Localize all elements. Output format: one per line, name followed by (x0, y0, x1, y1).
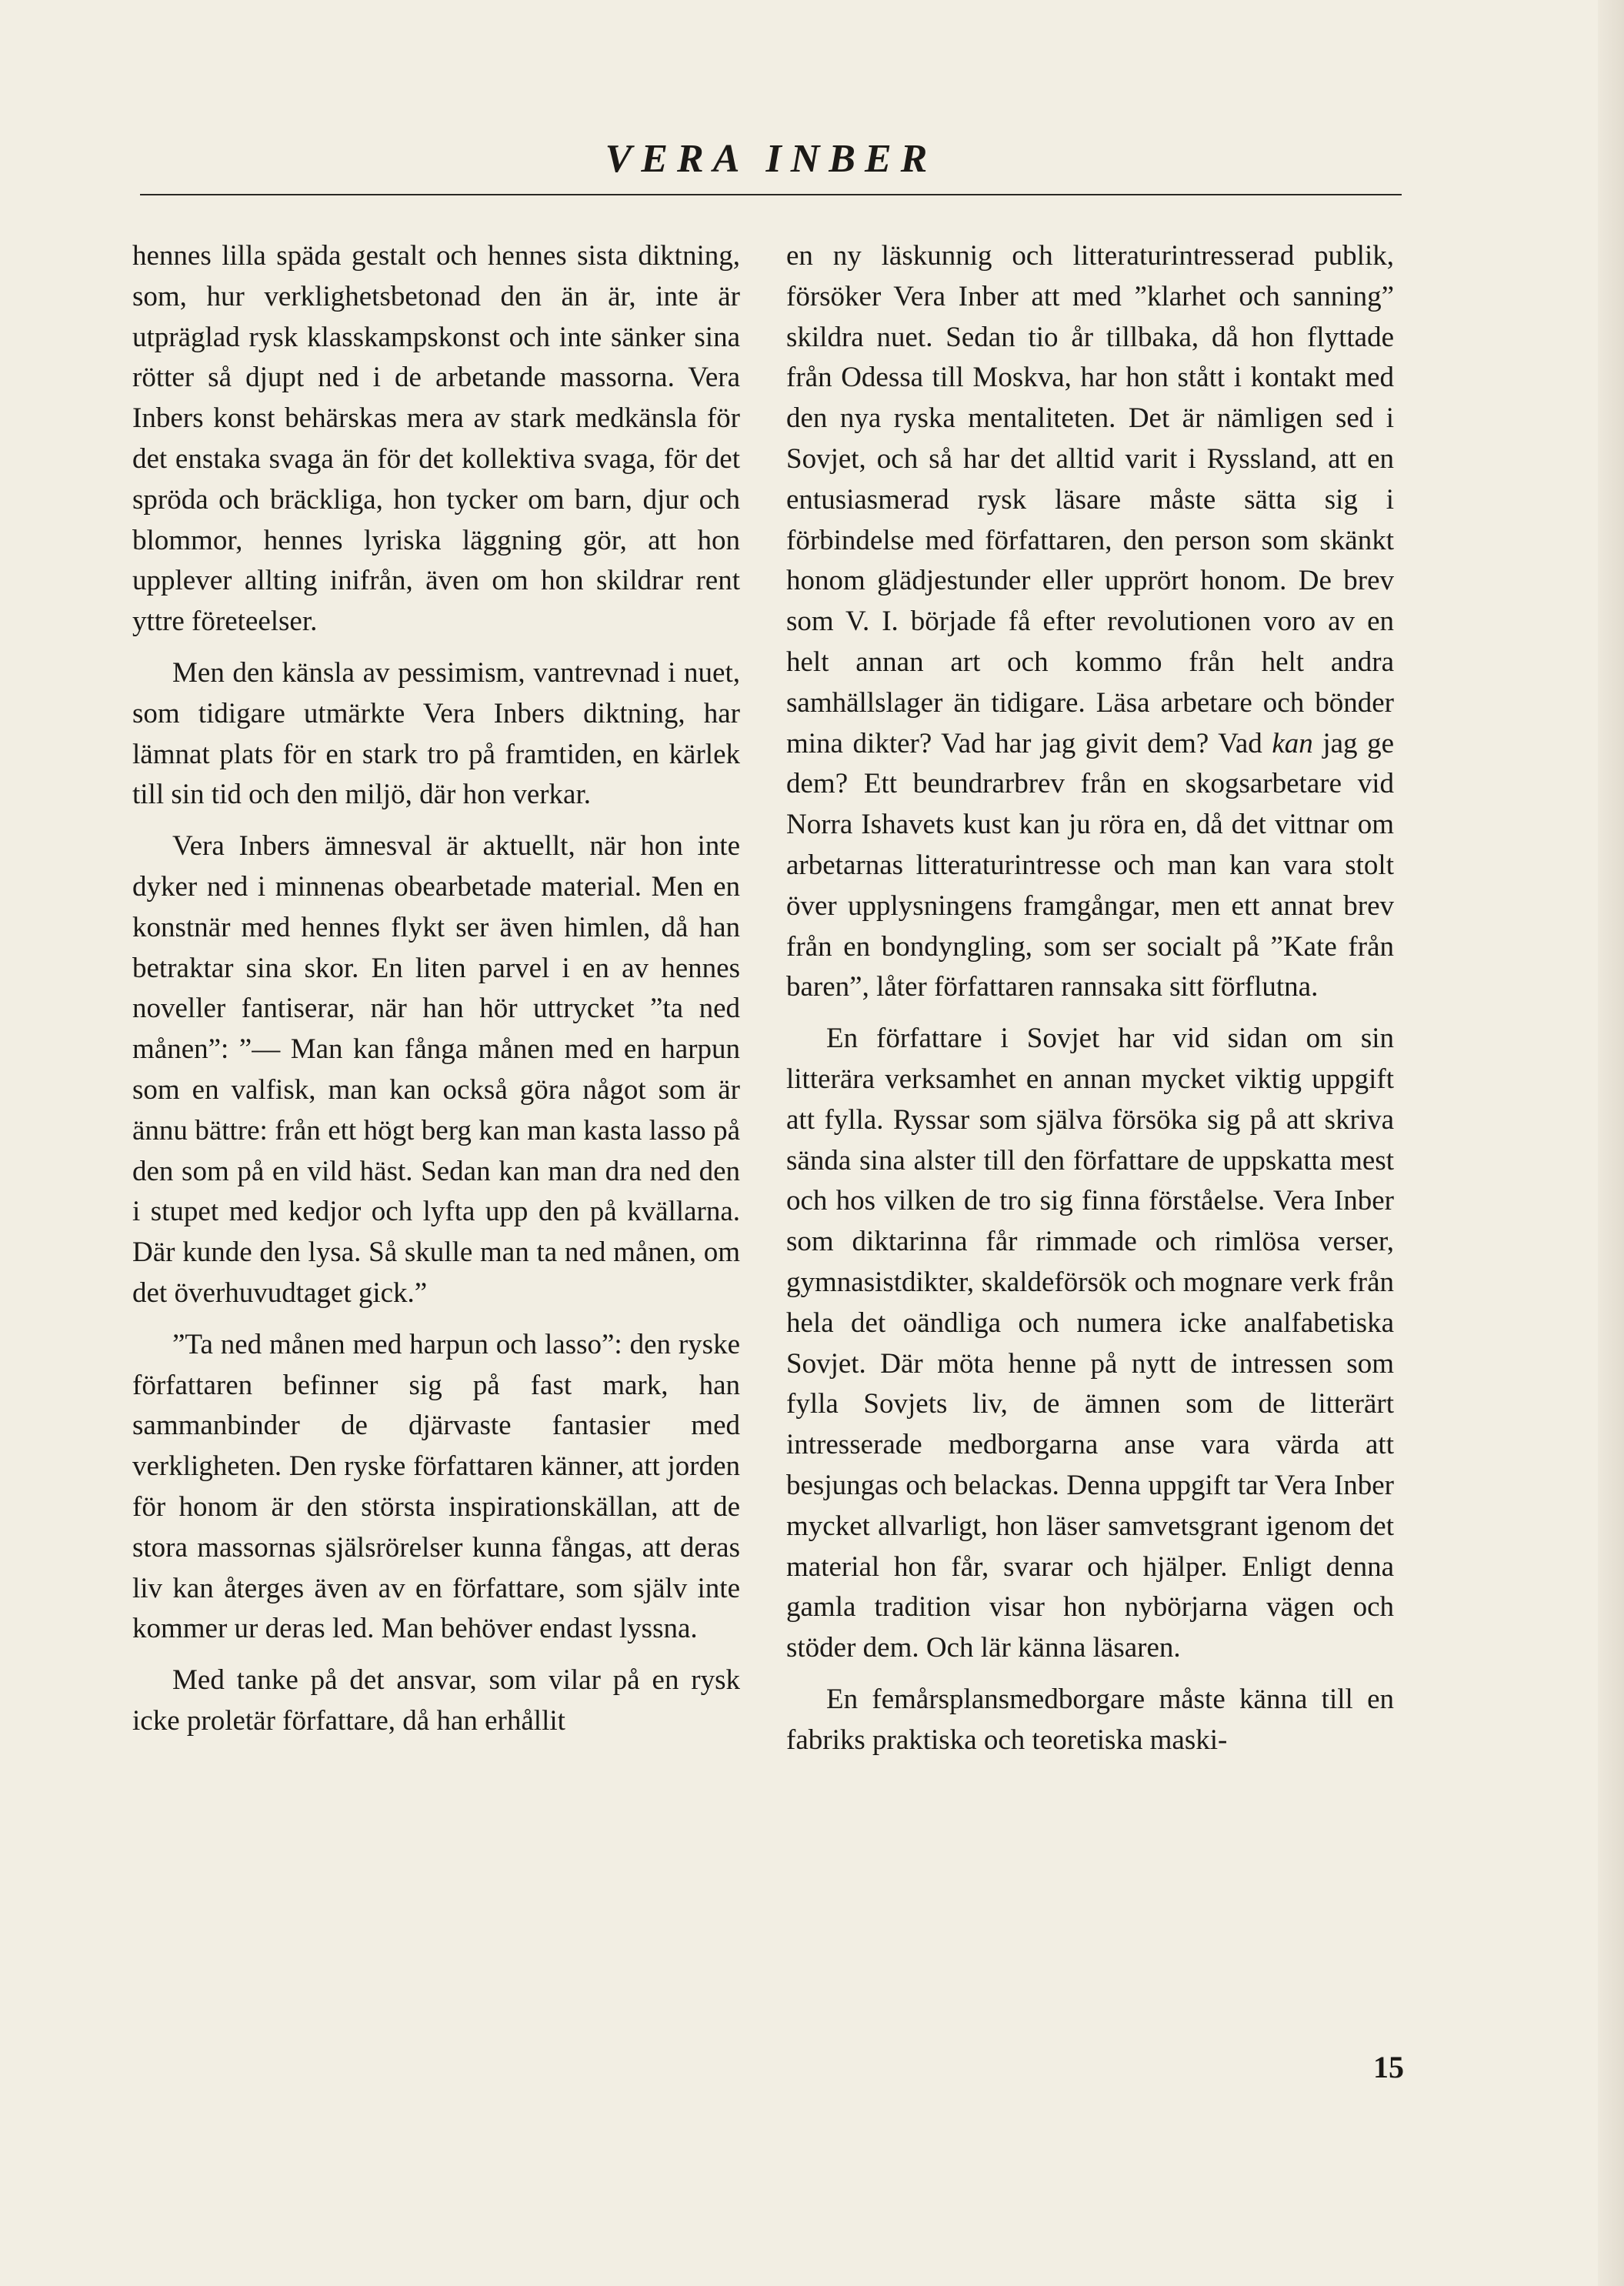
paragraph: ”Ta ned månen med harpun och lasso”: den ryske författaren befinner sig på fast mark, han sammanbinder de djärvaste fantasier med verkligheten. Den ryske författaren känner, att jorden för honom är den största inspirationskällan, att de stora massornas själsrörelser kunna fångas, att deras liv kan återges även av en författare, som själv inte kommer ur deras led. Man behöver endast lyssna. (132, 1328, 740, 1645)
paragraph (786, 236, 1394, 1008)
paragraph: Men den känsla av pessimism, vantrevnad i nuet, som tidigare utmärkte Vera Inbers diktning, har lämnat plats för en stark tro på framtiden, en kärlek till sin tid och den miljö, där hon verkar. (132, 656, 740, 811)
paragraph: Med tanke på det ansvar, som vilar på en rysk icke proletär författare, då han erhållit (132, 1664, 740, 1737)
paragraph: Vera Inbers ämnesval är aktuellt, när hon inte dyker ned i minnenas obearbetade material. Men en konstnär med hennes flykt ser även himlen, då han betraktar sina skor. En liten parvel i en av hennes noveller fantiserar, när han hör uttrycket ”ta ned månen”: ”— Man kan fånga månen med en harpun som en valfisk, man kan också göra något som är ännu bättre: från ett högt berg kan man kasta lasso på den som på en vild häst. Sedan kan man dra ned den i stupet med kedjor och lyfta upp den på kvällarna. Där kunde den lysa. Så skulle man ta ned månen, om det överhuvudtaget gick.” (132, 830, 740, 1309)
emphasized-word: kan (1272, 727, 1313, 759)
header-rule (140, 194, 1402, 195)
right-column (786, 236, 1394, 1771)
paragraph: En författare i Sovjet har vid sidan om sin litterära verksamhet en annan mycket viktig uppgift att fylla. Ryssar som själva försöka sig på att skriva sända sina alster till den författare de uppskatta mest och hos vilken de tro sig finna förståelse. Vera Inber som diktarinna får rimmade och rimlösa verser, gymnasistdikter, skaldeförsök och mognare verk från hela det oändliga och numera icke analfabetiska Sovjet. Där möta henne på nytt de intressen som fylla Sovjets liv, de ämnen som de litterärt intresserade medborgarna anse vara värda att besjungas och belackas. Denna uppgift tar Vera Inber mycket allvarligt, hon läser samvetsgrant igenom det material hon får, svarar och hjälper. Enligt denna gamla tradition visar hon nybörjarna vägen och stöder dem. Och lär känna läsaren. (786, 1023, 1394, 1664)
page-number: 15 (1373, 2050, 1404, 2084)
paragraph-text: en ny läskunnig och litteraturintresserad publik, försöker Vera Inber att med ”klarhet och sanning” skildra nuet. Sedan tio år tillbaka, då hon flyttade från Odessa till Moskva, har hon stått i kontakt med den nya ryska mentaliteten. Det är nämligen sed i Sovjet, och så har det alltid varit i Ryssland, att en entusiasmerad rysk läsare måste sätta sig i förbindelse med författaren, den person som skänkt honom glädjestunder eller upprört honom. De brev som V. I. började få efter revolutionen voro av en helt annan art och kommo från helt andra samhällslager än tidigare. Läsa arbetare och bönder mina dikter? Vad har jag givit dem? Vad (786, 240, 1394, 759)
paragraph: hennes lilla späda gestalt och hennes sista diktning, som, hur verklighetsbetonad den än är, inte är utpräglad rysk klasskampskonst och inte sänker sina rötter så djupt ned i de arbetande massorna. Vera Inbers konst behärskas mera av stark medkänsla för det enstaka svaga än för det kollektiva svaga, för det spröda och bräckliga, hon tycker om barn, djur och blommor, hennes lyriska läggning gör, att hon upplever allting inifrån, även om hon skildrar rent yttre företeelser. (132, 240, 740, 638)
page-edge (1598, 0, 1624, 2286)
running-header: VERA INBER (605, 137, 937, 181)
paragraph: En femårsplansmedborgare måste känna till en fabriks praktiska och teoretiska maski- (786, 1683, 1394, 1756)
paragraph-text: jag ge dem? Ett beundrarbrev från en skogsarbetare vid Norra Ishavets kust kan ju röra en, då det vittnar om arbetarnas litteraturintresse och man kan vara stolt över upplysningens framgångar, men ett annat brev från en bondyngling, som ser socialt på ”Kate från baren”, låter författaren rannsaka sitt förflutna. (786, 727, 1395, 1003)
left-column (132, 236, 740, 1753)
